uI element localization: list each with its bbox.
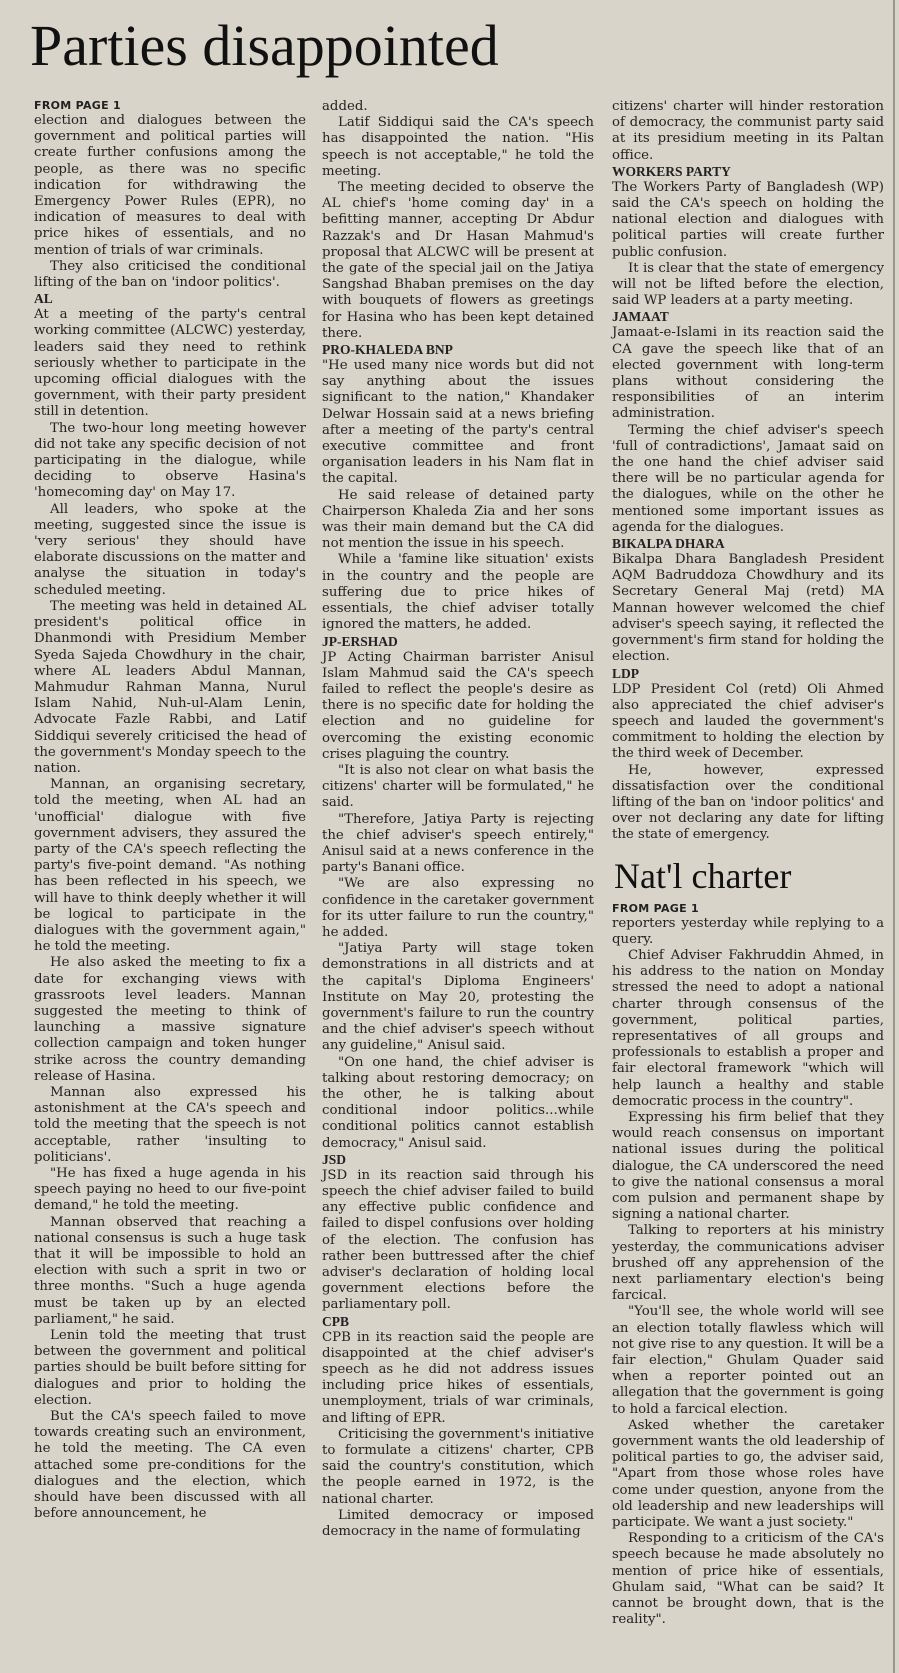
section-heading: Nat'l charter — [614, 855, 792, 896]
paragraph: They also criticised the conditional lifting of the ban on 'indoor politics'. — [34, 258, 306, 291]
column-3 — [612, 99, 884, 1628]
page-edge-rule — [893, 0, 895, 1673]
paragraph: "He used many nice words but did not say anything about the issues significant to the nation," Khandaker Delwar Hossain said at a news briefing after a meeting of the party's central executive committee and front organisation leaders in his Nam flat in the capital. — [322, 358, 594, 487]
paragraph: Mannan, an organising secretary, told the meeting, when AL had an 'unofficial' dialogue with five government advisers, they assured the party of the CA's speech reflecting the party's five-point demand. "As nothing has been reflected in his speech, we will have to think deeply whether it will be logical to participate in the dialogues with the government again," he told the meeting. — [34, 777, 306, 955]
paragraph: CPB in its reaction said the people are disappointed at the chief adviser's speech as he did not address issues including price hikes of essentials, unemployment, trials of war criminals, and lifting of EPR. — [322, 1329, 594, 1426]
paragraph: Bikalpa Dhara Bangladesh President AQM Badruddoza Chowdhury and its Secretary General Maj (retd) MA Mannan however welcomed the chief adviser's speech saying, it reflected the government's firm stand for holding the election. — [612, 552, 884, 665]
paragraph: "We are also expressing no confidence in the caretaker government for its utter failure to run the country," he added. — [322, 876, 594, 940]
subheading: LDP — [612, 665, 639, 681]
paragraph: "You'll see, the whole world will see an election totally flawless which will not give rise to any question. It will be a fair election," Ghulam Quader said when a reporter pointed out an allegation that the government is going to hold a farcical election. — [612, 1304, 884, 1417]
paragraph: Criticising the government's initiative to formulate a citizens' charter, CPB said the country's constitution, which the people earned in 1972, is the national charter. — [322, 1426, 594, 1507]
paragraph: It is clear that the state of emergency will not be lifted before the election, said WP leaders at a party meeting. — [612, 260, 884, 309]
subheading: CPB — [322, 1313, 349, 1329]
from-page-label: FROM PAGE 1 — [612, 901, 700, 915]
paragraph: "It is also not clear on what basis the citizens' charter will be formulated," he said. — [322, 762, 594, 811]
paragraph: Lenin told the meeting that trust between the government and political parties should be built before sitting for dialogues and prior to holding the election. — [34, 1328, 306, 1408]
subheading: JP-ERSHAD — [322, 633, 398, 649]
paragraph: Jamaat-e-Islami in its reaction said the CA gave the speech like that of an elected government with long-term plans without considering the responsibilities of an interim administration. — [612, 325, 884, 422]
paragraph: Limited democracy or imposed democracy in the name of formulating — [322, 1507, 594, 1540]
headline: Parties disappointed — [30, 13, 499, 78]
column-2 — [322, 99, 594, 1540]
paragraph: added. — [322, 99, 368, 114]
paragraph: LDP President Col (retd) Oli Ahmed also appreciated the chief adviser's speech and lauded the government's commitment to holding the election by the third week of December. — [612, 681, 884, 762]
subheading: PRO-KHALEDA BNP — [322, 342, 453, 358]
paragraph: All leaders, who spoke at the meeting, suggested since the issue is 'very serious' they should have elaborate discussions on the matter and analyse the situation in today's scheduled meeting. — [34, 501, 306, 598]
paragraph: Responding to a criticism of the CA's speech because he made absolutely no mention of price hike of essentials, Ghulam said, "What can be said? It cannot be brought down, that is the reality". — [612, 1531, 884, 1628]
paragraph: Latif Siddiqui said the CA's speech has disappointed the nation. "His speech is not acceptable," he told the meeting. — [322, 115, 594, 179]
paragraph: The two-hour long meeting however did not take any specific decision of not participating in the dialogue, while deciding to observe Hasina's 'homecoming day' on May 17. — [34, 420, 306, 501]
paragraph: Expressing his firm belief that they would reach consensus on important national issues during the political dialogue, the CA underscored the need to give the national consensus a moral com pulsion and permanent shape by signing a national charter. — [612, 1109, 884, 1223]
paragraph: Asked whether the caretaker government wants the old leadership of political parties to go, the adviser said, "Apart from those whose roles have come under question, anyone from the old leadership and new leaderships will participate. We want a just society." — [612, 1417, 884, 1531]
paragraph: Terming the chief adviser's speech 'full of contradictions', Jamaat said on the one hand the chief adviser said there will be no particular agenda for the dialogues, while on the other he mentioned some important issues as agenda for the dialogues. — [612, 422, 884, 535]
paragraph: "Jatiya Party will stage token demonstrations in all districts and at the capital's Diploma Engineers' Institute on May 20, protesting the government's failure to run the country and the chief adviser's speech without any guideline," Anisul said. — [322, 941, 594, 1054]
paragraph: election and dialogues between the government and political parties will create further confusions among the people, as there was no specific indication for withdrawing the Emergency Power Rules (EPR), no indication of measures to deal with price hikes of essentials, and no mention of trials of war criminals. — [34, 113, 306, 258]
paragraph: JP Acting Chairman barrister Anisul Islam Mahmud said the CA's speech failed to reflect the people's desire as there is no specific date for holding the election and no guideline for overcoming the existing economic crises plaguing the country. — [322, 649, 594, 762]
paragraph: citizens' charter will hinder restoration of democracy, the communist party said at its presidium meeting in its Paltan office. — [612, 99, 884, 163]
paragraph: JSD in its reaction said through his speech the chief adviser failed to build any effective public confidence and failed to dispel confusions over holding of the election. The confusion has rather been buttressed after the chief adviser's declaration of holding local government elections before the parliamentary poll. — [322, 1167, 594, 1313]
paragraph: The meeting was held in detained AL president's political office in Dhanmondi with Presidium Member Syeda Sajeda Chowdhury in the chair, where AL leaders Abdul Mannan, Mahmudur Rahman Manna, Nurul Islam Nahid, Nuh-ul-Alam Lenin, Advocate Fazle Rabbi, and Latif Siddiqui severely criticised the head of the government's Monday speech to the nation. — [34, 598, 306, 776]
subheading: WORKERS PARTY — [612, 163, 731, 179]
paragraph: The Workers Party of Bangladesh (WP) said the CA's speech on holding the national election and dialogues with political parties will create further public confusion. — [612, 179, 884, 260]
paragraph: The meeting decided to observe the AL chief's 'home coming day' in a befitting manner, accepting Dr Abdur Razzak's and Dr Hasan Mahmud's proposal that ALCWC will be present at the gate of the special jail on the Jatiya Sangshad Bhaban premises on the day with bouquets of flowers as greetings for Hasina who has been kept detained there. — [322, 180, 594, 341]
paragraph: He also asked the meeting to fix a date for exchanging views with grassroots level leaders. Mannan suggested the meeting to think of launching a massive signature collection campaign and token hunger strike across the country demanding release of Hasina. — [34, 955, 306, 1084]
paragraph: He said release of detained party Chairperson Khaleda Zia and her sons was their main demand but the CA did not mention the issue in his speech. — [322, 487, 594, 552]
column-1 — [34, 99, 306, 1522]
subheading: AL — [34, 291, 53, 307]
paragraph: At a meeting of the party's central working committee (ALCWC) yesterday, leaders said they need to rethink seriously whether to participate in the upcoming official dialogues with the government, with their party president still in detention. — [34, 307, 306, 420]
paragraph: But the CA's speech failed to move towards creating such an environment, he told the meeting. The CA even attached some pre-conditions for the dialogues and the election, which should have been discussed with all before announcement, he — [34, 1409, 306, 1522]
paragraph: "He has fixed a huge agenda in his speech paying no heed to our five-point demand," he told the meeting. — [34, 1166, 306, 1214]
from-page-label: FROM PAGE 1 — [34, 99, 122, 112]
paragraph: reporters yesterday while replying to a query. — [612, 915, 884, 947]
subheading: JAMAAT — [612, 309, 669, 325]
paragraph: Mannan also expressed his astonishment at the CA's speech and told the meeting that the speech is not acceptable, rather 'insulting to politicians'. — [34, 1084, 306, 1165]
paragraph: Mannan observed that reaching a national consensus is such a huge task that it will be impossible to hold an election with such a sprit in two or three months. "Such a huge agenda must be taken up by an elected parliament," he said. — [34, 1214, 306, 1327]
paragraph: While a 'famine like situation' exists in the country and the people are suffering due to price hikes of essentials, the chief adviser totally ignored the matters, he added. — [322, 552, 594, 633]
paragraph: "Therefore, Jatiya Party is rejecting the chief adviser's speech entirely," Anisul said at a news conference in the party's Banani office. — [322, 811, 594, 876]
paragraph: Talking to reporters at his ministry yesterday, the communications adviser brushed off any apprehension of the next parliamentary election's being farcical. — [612, 1223, 884, 1304]
subheading: JSD — [322, 1151, 347, 1167]
paragraph: He, however, expressed dissatisfaction over the conditional lifting of the ban on 'indoor politics' and over not declaring any date for lifting the state of emergency. — [612, 762, 884, 843]
paragraph: "On one hand, the chief adviser is talking about restoring democracy; on the other, he is talking about conditional indoor politics...while conditional politics cannot establish democracy," Anisul said. — [322, 1054, 594, 1151]
paragraph: Chief Adviser Fakhruddin Ahmed, in his address to the nation on Monday stressed the need to adopt a national charter through consensus of the government, political parties, representatives of all groups and professionals to establish a proper and fair electoral framework "which will help launch a healthy and stable democratic process in the country". — [612, 947, 884, 1109]
subheading: BIKALPA DHARA — [612, 536, 725, 552]
